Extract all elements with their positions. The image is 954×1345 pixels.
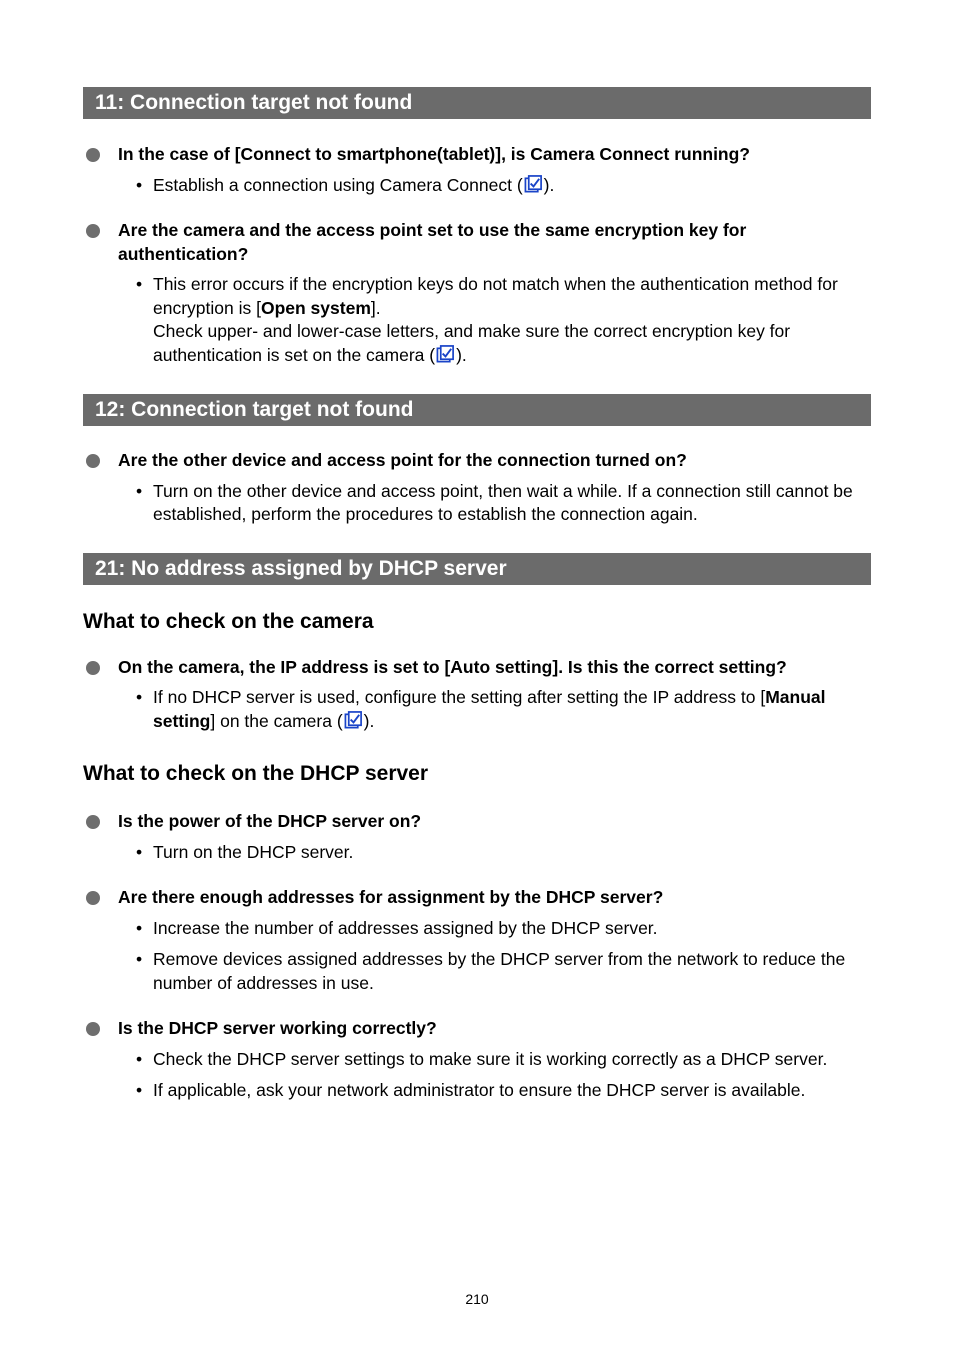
question — [83, 143, 871, 167]
page-number: 210 — [465, 1291, 489, 1307]
page-reference-icon[interactable] — [344, 711, 363, 730]
answer-text: If applicable, ask your network administrator to ensure the DHCP server is available. — [153, 1080, 806, 1100]
bullet-dot: • — [136, 841, 143, 862]
answer-bullet — [83, 841, 871, 865]
question-text: Is the DHCP server working correctly? — [118, 1018, 437, 1038]
subsection-heading: What to check on the camera — [83, 609, 374, 633]
subsection-heading: What to check on the DHCP server — [83, 762, 429, 785]
answer-text-end: ). — [456, 344, 467, 365]
answer-text-end: ]. — [370, 297, 381, 318]
question — [83, 449, 871, 473]
answer-text: This error occurs if the encryption keys do not match when the authentication method for encryption is [ — [153, 274, 838, 318]
bullet-circle-icon — [86, 1022, 100, 1036]
question — [83, 1017, 871, 1041]
bullet-dot: • — [136, 174, 143, 195]
page-reference-icon[interactable] — [524, 175, 543, 194]
bullet-dot: • — [136, 917, 143, 938]
answer-bullet — [83, 1048, 871, 1072]
answer-bullet — [83, 948, 871, 995]
bullet-dot: • — [136, 1080, 143, 1100]
bullet-dot: • — [136, 1048, 143, 1069]
question-text: On the camera, the IP address is set to [Auto setting]. Is this the correct setting? — [118, 656, 787, 677]
question-text: Are the other device and access point for the connection turned on? — [118, 450, 687, 470]
answer-text: Turn on the other device and access point, then wait a while. If a connection still cannot be established, perform the procedures to establish the connection again. — [153, 480, 853, 524]
answer-bullet — [83, 917, 871, 941]
section-title-21: 21: No address assigned by DHCP server — [83, 553, 871, 585]
question — [83, 219, 871, 266]
question — [83, 810, 871, 834]
bullet-dot: • — [136, 949, 143, 969]
bullet-dot: • — [136, 687, 143, 707]
answer-bullet — [83, 174, 871, 198]
question — [83, 886, 871, 910]
answer-text: Increase the number of addresses assigned by the DHCP server. — [153, 917, 658, 938]
manual-page — [83, 87, 871, 1103]
answer-text-mid: ] on the camera ( — [210, 710, 343, 731]
bullet-circle-icon — [86, 148, 100, 162]
bullet-circle-icon — [86, 815, 100, 829]
answer-text: Check upper- and lower-case letters, and make sure the correct encryption key for authentication is set on the camera ( — [153, 321, 791, 365]
bullet-dot: • — [136, 480, 143, 501]
answer-text: Turn on the DHCP server. — [153, 841, 354, 862]
answer-bullet — [83, 480, 871, 527]
answer-text-end: ). — [543, 174, 555, 195]
question-text: Are there enough addresses for assignment by the DHCP server? — [118, 887, 664, 907]
setting-name: Manual setting — [153, 687, 826, 731]
question-text: Is the power of the DHCP server on? — [118, 811, 422, 831]
bullet-circle-icon — [86, 454, 100, 468]
section-title-12: 12: Connection target not found — [83, 394, 871, 426]
answer-text-end: ). — [363, 710, 375, 731]
bullet-circle-icon — [86, 224, 100, 238]
answer-bullet — [83, 686, 871, 733]
answer-text: Check the DHCP server settings to make sure it is working correctly as a DHCP server. — [153, 1048, 828, 1069]
answer-bullet — [83, 1079, 877, 1103]
question — [83, 656, 871, 680]
bullet-dot: • — [136, 274, 143, 294]
bullet-circle-icon — [86, 891, 100, 905]
page-reference-icon[interactable] — [436, 345, 455, 364]
answer-text: Remove devices assigned addresses by the DHCP server from the network to reduce the number of addresses in use. — [153, 949, 846, 993]
question-text: In the case of [Connect to smartphone(tablet)], is Camera Connect running? — [118, 144, 750, 164]
bullet-circle-icon — [86, 661, 100, 675]
answer-text: If no DHCP server is used, configure the setting after setting the IP address to [ — [153, 687, 766, 707]
section-title-11: 11: Connection target not found — [83, 87, 871, 119]
question-text: Are the camera and the access point set to use the same encryption key for authentication? — [118, 220, 747, 264]
setting-name: Open system — [260, 297, 371, 318]
answer-text: Establish a connection using Camera Connect ( — [153, 174, 523, 195]
answer-bullet — [83, 273, 871, 367]
